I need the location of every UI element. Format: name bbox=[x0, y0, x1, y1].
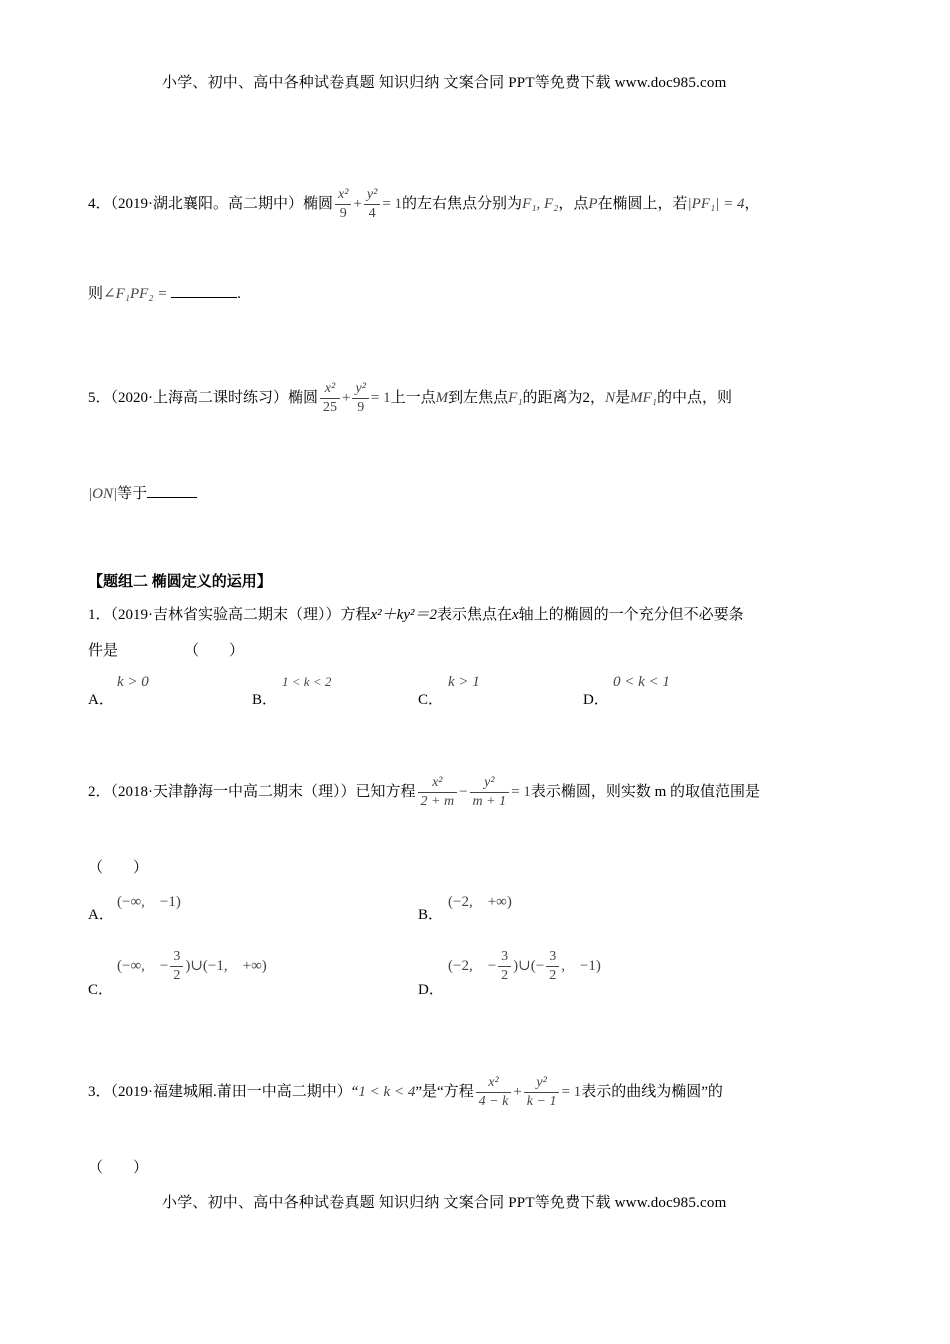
option-b-value: 1 < k < 2 bbox=[282, 674, 332, 689]
question-text: 表示椭圆，则实数 m 的取值范围是 bbox=[530, 783, 760, 800]
option-label: B． bbox=[252, 692, 278, 708]
question-text: 上一点 bbox=[390, 389, 436, 406]
minus-sign: − bbox=[459, 783, 468, 800]
fraction-3-2: $\frac{3}{2}$ bbox=[546, 948, 559, 985]
plus-sign: + bbox=[353, 195, 362, 212]
fraction-y2-4: $\frac{\text{y²}}{4}$ bbox=[364, 186, 380, 223]
angle-expression: ∠F₁PF₂ = bbox=[103, 286, 168, 302]
s2-question-3 bbox=[88, 1074, 723, 1111]
comma: ， bbox=[744, 195, 760, 212]
option-d-value: 0 < k < 1 bbox=[613, 674, 670, 690]
question-text: 轴上的椭圆的一个充分但不必要条 bbox=[518, 607, 744, 623]
plus-sign: + bbox=[342, 389, 351, 406]
equals-one: = 1 bbox=[511, 783, 531, 800]
question-text: 的左右焦点分别为 bbox=[402, 195, 523, 212]
question-text: 则 bbox=[88, 286, 104, 302]
interval-part: , −1) bbox=[561, 957, 601, 974]
option-a-value: (−∞, −1) bbox=[117, 894, 181, 910]
fraction-3-2: $\frac{3}{2}$ bbox=[170, 948, 183, 985]
page-header: 小学、初中、高中各种试卷真题 知识归纳 文案合同 PPT等免费下载 www.doc985.com bbox=[162, 75, 727, 91]
fraction-y2-9: $\frac{\text{y²}}{9}$ bbox=[352, 380, 368, 417]
fraction-y2-m1: $\frac{\text{y²}}{m + 1}$ bbox=[470, 774, 510, 811]
option-label: A． bbox=[88, 907, 114, 923]
question-source: （2019·福建城厢.莆田一中高二期中）“ bbox=[110, 1083, 359, 1100]
condition-expression: 1 < k < 4 bbox=[358, 1083, 416, 1100]
option-b-value: (−2, +∞) bbox=[448, 894, 512, 910]
question-text: ”是“方程 bbox=[415, 1083, 474, 1100]
answer-paren[interactable]: （ ） bbox=[88, 860, 149, 876]
option-label: D． bbox=[583, 692, 609, 708]
option-label: C． bbox=[88, 982, 114, 998]
question-5-line-2 bbox=[88, 482, 197, 503]
interval-part: )∪(− bbox=[513, 957, 545, 974]
s2-question-1-line-2 bbox=[88, 639, 244, 660]
point-n: N bbox=[605, 389, 616, 406]
question-source: （2019·湖北襄阳。高二期中）椭圆 bbox=[110, 195, 334, 212]
question-source: （2020·上海高二课时练习）椭圆 bbox=[110, 389, 319, 406]
question-text: 的中点，则 bbox=[656, 389, 732, 406]
fraction-x2-4k: $\frac{\text{x²}}{4 - k}$ bbox=[476, 1074, 512, 1111]
foci-label: F₁, F₂ bbox=[522, 195, 559, 212]
plus-sign: + bbox=[513, 1083, 522, 1100]
condition-expression: |PF₁| = 4 bbox=[687, 195, 745, 212]
question-text: 表示的曲线为椭圆”的 bbox=[581, 1083, 723, 1100]
question-text: 在椭圆上，若 bbox=[597, 195, 688, 212]
question-text: 到左焦点 bbox=[448, 389, 509, 406]
option-label: D． bbox=[418, 982, 444, 998]
s2-question-1 bbox=[88, 603, 744, 624]
option-b[interactable] bbox=[252, 688, 277, 709]
interval-part: (−2, − bbox=[448, 957, 497, 974]
question-text: 等于 bbox=[117, 486, 148, 502]
period: . bbox=[237, 286, 241, 302]
interval-part: (−∞, − bbox=[117, 957, 169, 974]
option-label: A． bbox=[88, 692, 114, 708]
answer-paren[interactable]: （ ） bbox=[88, 1160, 149, 1176]
s2-question-2 bbox=[88, 774, 760, 811]
option-c-value bbox=[117, 948, 267, 985]
focus-f1: F₁ bbox=[508, 389, 523, 406]
question-text: 件是 bbox=[88, 643, 119, 659]
question-4-line-2 bbox=[88, 282, 241, 303]
question-text: 的距离为2， bbox=[522, 389, 606, 406]
question-number: 4． bbox=[88, 195, 111, 212]
option-c[interactable] bbox=[88, 978, 113, 999]
segment-on: |ON| bbox=[88, 486, 118, 502]
answer-blank[interactable] bbox=[171, 283, 237, 298]
equals-one: = 1 bbox=[382, 195, 403, 212]
fraction-x2-25: $\frac{\text{x²}}{25}$ bbox=[320, 380, 340, 417]
option-a[interactable] bbox=[88, 903, 114, 924]
question-text: 表示焦点在 bbox=[436, 607, 512, 623]
option-a[interactable] bbox=[88, 688, 114, 709]
section-title: 【题组二 椭圆定义的运用】 bbox=[88, 574, 272, 590]
answer-blank[interactable] bbox=[147, 483, 197, 498]
page-footer: 小学、初中、高中各种试卷真题 知识归纳 文案合同 PPT等免费下载 www.doc985.com bbox=[162, 1195, 727, 1211]
option-label: C． bbox=[418, 692, 444, 708]
x-axis-var: x bbox=[511, 607, 519, 623]
fraction-3-2: $\frac{3}{2}$ bbox=[498, 948, 511, 985]
option-b[interactable] bbox=[418, 903, 443, 924]
equation: x²＋ky²＝2 bbox=[370, 607, 437, 623]
question-number: 3． bbox=[88, 1083, 111, 1100]
question-4 bbox=[88, 186, 759, 223]
option-d[interactable] bbox=[583, 688, 609, 709]
interval-part: )∪(−1, +∞) bbox=[185, 957, 267, 974]
fraction-x2-9: $\frac{\text{x²}}{9}$ bbox=[335, 186, 351, 223]
question-5 bbox=[88, 380, 732, 417]
fraction-x2-2m: $\frac{\text{x²}}{2 + m}$ bbox=[418, 774, 458, 811]
segment-mf1: MF₁ bbox=[630, 389, 657, 406]
fraction-y2-k1: $\frac{\text{y²}}{k - 1}$ bbox=[524, 1074, 560, 1111]
question-text: ，点 bbox=[558, 195, 589, 212]
equals-one: = 1 bbox=[370, 389, 391, 406]
option-d[interactable] bbox=[418, 978, 444, 999]
option-d-value bbox=[448, 948, 601, 985]
equals-one: = 1 bbox=[561, 1083, 582, 1100]
option-a-value: k > 0 bbox=[117, 674, 149, 690]
option-c[interactable] bbox=[418, 688, 443, 709]
answer-paren[interactable]: （ ） bbox=[184, 643, 245, 659]
point-p: P bbox=[588, 195, 598, 212]
question-source: （2018·天津静海一中高二期末（理））已知方程 bbox=[110, 783, 416, 800]
question-number: 2． bbox=[88, 783, 111, 800]
question-source: 1．（2019·吉林省实验高二期末（理））方程 bbox=[88, 607, 371, 623]
option-c-value: k > 1 bbox=[448, 674, 480, 690]
question-number: 5． bbox=[88, 389, 111, 406]
point-m: M bbox=[435, 389, 449, 406]
option-label: B． bbox=[418, 907, 444, 923]
question-text: 是 bbox=[615, 389, 631, 406]
